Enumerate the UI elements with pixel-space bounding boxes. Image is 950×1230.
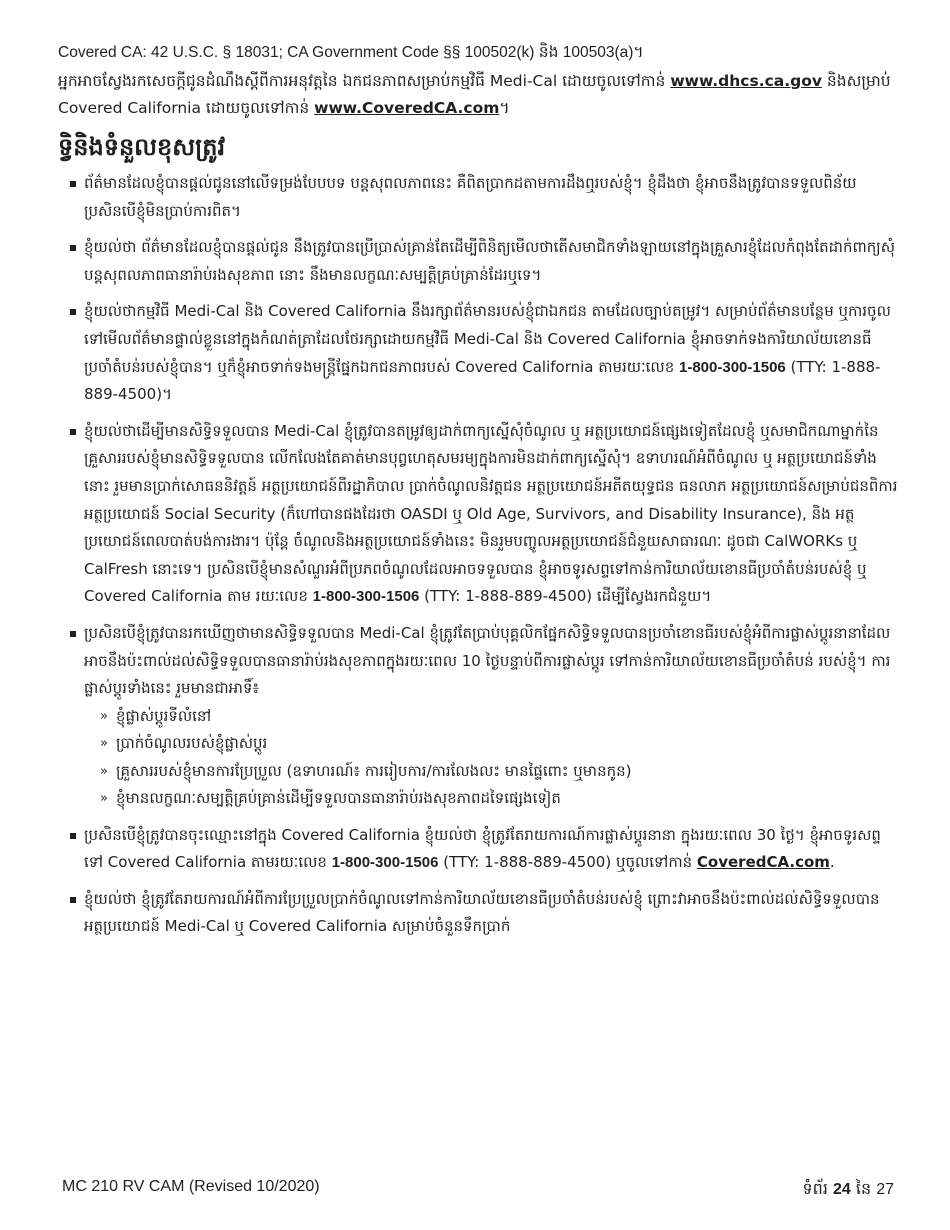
list-item [58, 620, 898, 813]
phone-number: 1-800-300-1506 [679, 358, 786, 376]
section-heading: ទិ្វនិងទំនួលខុសត្រូវ [58, 133, 226, 161]
intro-text-2: និងសម្រាប់ Covered California ដោយចូលទៅកាន់ [58, 72, 891, 117]
item-text: ខ្ញុំយល់ថា ព័ត៌មានដែលខ្ញុំបានផ្តល់ជូន នឹងត្រូវបានប្រើប្រាស់គ្រាន់តែដើម្បីពិនិត្យមើលថាតើសមាជិកទាំងឡាយនៅក្នុងគ្រួសារខ្ញុំដែលកំពុងតែដាក់ពាក្យសុំបន្តសុពលភាពធានារ៉ាប់រងសុខភាព នោះ នឹងមានលក្ខណៈសម្បត្តិគ្រប់គ្រាន់ដែរឬទេ។ [84, 238, 896, 284]
sub-list-item: » គ្រួសាររបស់ខ្ញុំមានការប្រែប្រួល (ឧទាហរណ៍៖ ការរៀបការ/ការលែងលះ មានផ្ទៃពោះ ឬមានកូន) [100, 758, 898, 786]
current-page: 24 [832, 1181, 851, 1198]
item-text: ខ្ញុំយល់ថាកម្មវិធី Medi-Cal និង Covered California នឹងរក្សាព័ត៌មានរបស់ខ្ញុំជាឯកជន តាមដែលច្បាប់តម្រូវ។ សម្រាប់ព័ត៌មានបន្ថែម ឬការចូលទៅមើលព័ត៌មានផ្ទាល់ខ្លួននៅក្នុងកំណត់ត្រាដែលថែរក្សាដោយកម្មវិធី Medi-Cal និង Covered California ខ្ញុំអាចទាក់ទងការិយាល័យខោនធីប្រចាំតំបន់របស់ខ្ញុំបាន។ ឬក៏ខ្ញុំអាចទាក់ទងមន្ត្រីផ្នែកឯកជនភាពរបស់ Covered California តាមរយៈលេខ [84, 302, 891, 376]
coveredca-link[interactable]: CoveredCA.com [696, 853, 830, 872]
list-item [58, 234, 898, 289]
page-content [58, 40, 898, 950]
intro-text-1: អ្នកអាចស្វែងរកសេចក្តីជូនដំណឹងស្តីពីការអនុវត្តនៃ ឯកជនភាពសម្រាប់កម្មវិធី Medi-Cal ដោយចូលទៅកាន់ [58, 72, 671, 90]
dhcs-link[interactable]: www.dhcs.ca.gov [670, 72, 822, 90]
changes-sublist [84, 703, 898, 813]
of-label: នៃ [855, 1179, 872, 1198]
rights-list [58, 170, 898, 941]
item-text: (TTY: 1-888-889-4500) ឬចូលទៅកាន់ [438, 853, 697, 872]
item-text: ព័ត៌មានដែលខ្ញុំបានផ្តល់ជូននៅលើទម្រង់បែបបទ បន្តសុពលភាពនេះ គឺពិតប្រាកដតាមការដឹងឮរបស់ខ្ញុំ។ ខ្ញុំដឹងថា ខ្ញុំអាចនឹងត្រូវបានទទួលពិន័យ ប្រសិនបើខ្ញុំមិនប្រាប់ការពិត។ [84, 174, 857, 220]
item-text: . [829, 853, 835, 872]
list-item [58, 298, 898, 408]
item-text: (TTY: 1-888-889-4500) ដើម្បីស្វែងរកជំនួយ។ [419, 587, 712, 606]
intro-text-3: ។ [499, 99, 510, 117]
item-text: ប្រសិនបើខ្ញុំត្រូវបានរកឃើញថាមានសិទ្ធិទទួលបាន Medi-Cal ខ្ញុំត្រូវតែប្រាប់បុគ្គលិកផ្នែកសិទ្ធិទទួលបានប្រចាំខោនធីរបស់ខ្ញុំអំពីការផ្លាស់ប្តូរនានាដែលអាចនឹងប៉ះពាល់ដល់សិទ្ធិទទួលបានធានារ៉ាប់រងសុខភាពក្នុងរយៈពេល 10 ថ្ងៃបន្ទាប់ពីការផ្លាស់ប្តូរ ទៅកាន់ការិយាល័យខោនធីប្រចាំតំបន់ របស់ខ្ញុំ។ ការផ្លាស់ប្តូរទាំងនេះ រួមមានជាអាទិ៍៖ [84, 623, 891, 698]
coveredca-link[interactable]: www.CoveredCA.com [314, 99, 500, 117]
total-pages: 27 [876, 1181, 894, 1198]
phone-number: 1-800-300-1506 [331, 854, 439, 872]
list-item [58, 822, 898, 877]
sub-list-item: » ប្រាក់ចំណូលរបស់ខ្ញុំផ្លាស់ប្តូរ [100, 730, 898, 758]
sub-list-item: » ខ្ញុំផ្លាស់ប្តូរទីលំនៅ [100, 703, 898, 731]
item-text: ខ្ញុំយល់ថាដើម្បីមានសិទ្ធិទទួលបាន Medi-Cal ខ្ញុំត្រូវបានតម្រូវឲ្យដាក់ពាក្យស្នើសុំចំណូល ឬ អត្ថប្រយោជន៍ផ្សេងទៀតដែលខ្ញុំ ឬសមាជិកណាម្នាក់នៃគ្រួសាររបស់ខ្ញុំមានសិទ្ធិទទួលបាន លើកលែងតែគាត់មានបុព្វហេតុសមរម្យក្នុងការមិនដាក់ពាក្យស្នើសុំ។ ឧទាហរណ៍អំពីចំណូល ឬ អត្ថប្រយោជន៍ទាំងនោះ រួមមានប្រាក់សោធននិវត្តន៍ អត្ថប្រយោជន៍ពីរដ្ឋាភិបាល ប្រាក់ចំណូលនិវត្តជន អត្ថប្រយោជន៍អតីតយុទ្ធជន ធនលាភ អត្ថប្រយោជន៍សម្រាប់ជនពិការ អត្ថប្រយោជន៍ Social Security (ក៏ហៅបានផងដែរថា OASDI ឬ Old Age, Survivors, and Disability Insurance), និង អត្ថប្រយោជន៍ពេលបាត់បង់ការងារ។ ប៉ុន្តែ ចំណូលនិងអត្ថប្រយោជន៍ទាំងនេះ មិនរួមបញ្ចូលអត្ថប្រយោជន៍ជំនួយសាធារណៈ ដូចជា CalWORKs ឬ CalFresh នោះទេ។ ប្រសិនបើខ្ញុំមានសំណួរអំពីប្រភពចំណូលដែលអាចទទួលបាន ខ្ញុំអាចទូរសព្ទទៅកាន់ការិយាល័យខោនធីប្រចាំតំបន់របស់ខ្ញុំ ឬ Covered California តាម រយៈលេខ [84, 421, 898, 606]
intro-paragraph [58, 68, 898, 122]
legal-citation: Covered CA: 42 U.S.C. § 18031; CA Government Code §§ 100502(k) និង 100503(a)។ [58, 44, 644, 61]
list-item [58, 886, 898, 941]
page-label: ទំព័រ [802, 1179, 828, 1198]
phone-number: 1-800-300-1506 [312, 588, 420, 606]
list-item [58, 170, 898, 225]
list-item [58, 418, 898, 611]
item-text: ខ្ញុំយល់ថា ខ្ញុំត្រូវតែរាយការណ៍អំពីការប្រែប្រួលប្រាក់ចំណូលទៅកាន់ការិយាល័យខោនធីប្រចាំតំបន់របស់ខ្ញុំ ព្រោះវាអាចនឹងប៉ះពាល់ដល់សិទ្ធិទទួលបានអត្ថប្រយោជន៍ Medi-Cal ឬ Covered California សម្រាប់ចំនួនទឹកប្រាក់ [84, 889, 880, 936]
item-text: ប្រសិនបើខ្ញុំត្រូវបានចុះឈ្មោះនៅក្នុង Covered California ខ្ញុំយល់ថា ខ្ញុំត្រូវតែរាយការណ៍ការផ្លាស់ប្តូរនានា ក្នុងរយៈពេល 30 ថ្ងៃ។ ខ្ញុំអាចទូរសព្ទ ទៅ Covered California តាមរយៈលេខ [84, 825, 881, 872]
item-text: (TTY: 1-888-889-4500)។ [84, 357, 881, 404]
sub-list-item: » ខ្ញុំមានលក្ខណៈសម្បត្តិគ្រប់គ្រាន់ដើម្បីទទួលបានធានារ៉ាប់រងសុខភាពដទៃផ្សេងទៀត [100, 785, 898, 813]
page-number [803, 1178, 895, 1202]
form-id: MC 210 RV CAM (Revised 10/2020) [62, 1178, 320, 1195]
